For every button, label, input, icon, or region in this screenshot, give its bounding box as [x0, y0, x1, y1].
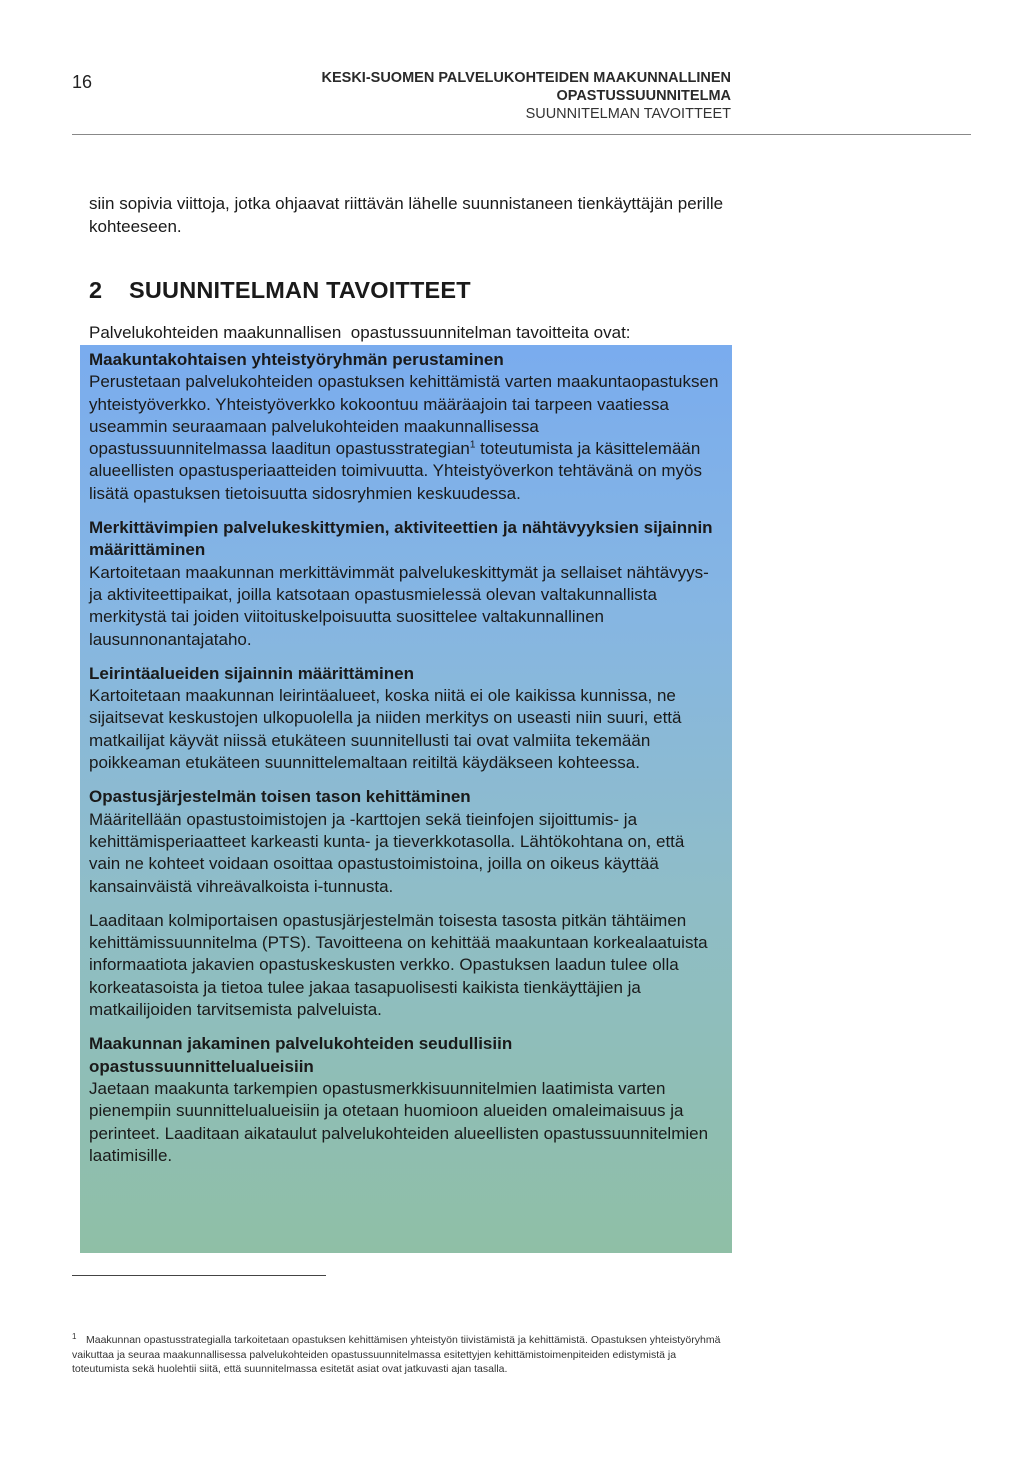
goal-text-part: toteutumista ja käsittelemään alueellisten opastusperiaatteiden toimivuutta. Yhteistyöverkon tehtävänä on myös lisätä opastuksen tietoisuutta sidosryhmien keskuudessa.	[89, 439, 703, 503]
header-title-line2: OPASTUSSUUNNITELMA	[556, 88, 731, 104]
goal-title: Merkittävimpien palvelukeskittymien, aktiviteettien ja nähtävyyksien sijainnin määrittäminen	[89, 518, 713, 560]
goal-title: Maakuntakohtaisen yhteistyöryhmän perustaminen	[89, 350, 504, 369]
footnote: 1 Maakunnan opastusstrategialla tarkoitetaan opastuksen kehittämisen yhteistyön tiivistämistä ja kehittämistä. Opastuksen yhteistyöryhmä vaikuttaa ja seuraa maakunnallisessa palvelukohteiden opastussuunnitelmassa esitettyjen kehittämistoimenpiteiden edistymistä ja toteutumista sekä huolehtii siitä, että suunnitelmassa esitetät asiat ovat jatkuvasti ajan tasalla.	[72, 1331, 721, 1375]
header-subtitle: SUUNNITELMAN TAVOITTEET	[525, 106, 731, 122]
section-title: SUUNNITELMAN TAVOITTEET	[129, 277, 471, 303]
header-title-line1: KESKI-SUOMEN PALVELUKOHTEIDEN MAAKUNNALLINEN	[321, 70, 731, 86]
goal-text: Kartoitetaan maakunnan leirintäalueet, koska niitä ei ole kaikissa kunnissa, ne sijaitsevat keskustojen ulkopuolella ja niiden merkitys on useasti niin suuri, että matkailijat käyvät niissä etukäteen suunnitellusti tai ovat valmiita tekemään poikkeaman etukäteen suunnittelemaltaan reitiltä käydäkseen kohteessa.	[89, 686, 682, 773]
goal-text-part: Perustetaan palvelukohteiden opastuksen kehittämistä varten maakuntaopastuksen yhteistyöverkko. Yhteistyöverkko kokoontuu määräajoin tai tarpeen vaatiessa useammin seuraamaan palvelukohteiden maakunnallisessa opastussuunnitelmassa laaditun opastusstrategian	[89, 372, 719, 459]
goals-list	[89, 349, 719, 1179]
goal-title: Leirintäalueiden sijainnin määrittäminen	[89, 663, 414, 683]
running-header	[322, 69, 732, 123]
goal-text: Jaetaan maakunta tarkempien opastusmerkkisuunnitelmien laatimista varten pienempiin suunnittelualueisiin ja otetaan huomioon alueiden omaleimaisuus ja perinteet. Laaditaan aikataulut palvelukohteiden alueellisten opastussuunnitelmien laatimisille.	[89, 1078, 709, 1165]
page-number: 16	[72, 72, 93, 92]
goal-text: Kartoitetaan maakunnan merkittävimmät palvelukeskittymät ja sellaiset nähtävyys- ja aktiviteettipaikat, joilla katsotaan opastusmielessä olevan valtakunnallista merkitystä tai joiden viitoituskelpoisuutta suosittelee valtakunnallinen lausunnonantajataho.	[89, 562, 709, 649]
section-heading	[89, 277, 471, 304]
goal-item	[89, 786, 719, 1021]
lead-paragraph: Palvelukohteiden maakunnallisen opastussuunnitelman tavoitteita ovat:	[89, 323, 631, 342]
goal-text	[89, 371, 719, 505]
goal-item	[89, 663, 719, 774]
footnote-reference: 1	[469, 439, 476, 451]
goal-text: Määritellään opastustoimistojen ja -karttojen sekä tieinfojen sijoittumis- ja kehittämisperiaatteet karkeasti kunta- ja tieverkkotasolla. Lähtökohtana on, että vain ne kohteet voidaan osoittaa opastustoimistoina, joilla on oikeus käyttää kansainväistä vihreävalkoista i-tunnusta.	[89, 809, 685, 896]
goal-title: Maakunnan jakaminen palvelukohteiden seudullisiin opastussuunnittelualueisiin	[89, 1034, 513, 1076]
footnote-divider	[72, 1275, 326, 1276]
footnote-text: Maakunnan opastusstrategialla tarkoitetaan opastuksen kehittämisen yhteistyön tiivistämistä ja kehittämistä. Opastuksen yhteistyöryhmä vaikuttaa ja seuraa maakunnallisessa palvelukohteiden opastussuunnitelmassa esitettyjen kehittämistoimenpiteiden edistymistä ja toteutumista sekä huolehtii siitä, että suunnitelmassa esitetät asiat ovat jatkuvasti ajan tasalla.	[72, 1334, 721, 1375]
header-divider	[72, 134, 971, 135]
section-number: 2	[89, 277, 103, 303]
goal-item	[89, 349, 719, 505]
goal-item	[89, 517, 719, 651]
intro-paragraph: siin sopivia viittoja, jotka ohjaavat riittävän lähelle suunnistaneen tienkäyttäjän perille kohteeseen.	[89, 194, 724, 236]
goal-text-secondary: Laaditaan kolmiportaisen opastusjärjestelmän toisesta tasosta pitkän tähtäimen kehittämissuunnitelma (PTS). Tavoitteena on kehittää maakuntaan korkealaatuista informaatiota jakavien opastuskeskusten verkko. Opastuksen laadun tulee olla korkeatasoista ja tietoa tulee jakaa tasapuolisesti kaikista tienkäyttäjien ja matkailijoiden tarvitsemista palveluista.	[89, 910, 708, 1020]
goal-item	[89, 1033, 719, 1167]
goal-title: Opastusjärjestelmän toisen tason kehittäminen	[89, 787, 471, 807]
